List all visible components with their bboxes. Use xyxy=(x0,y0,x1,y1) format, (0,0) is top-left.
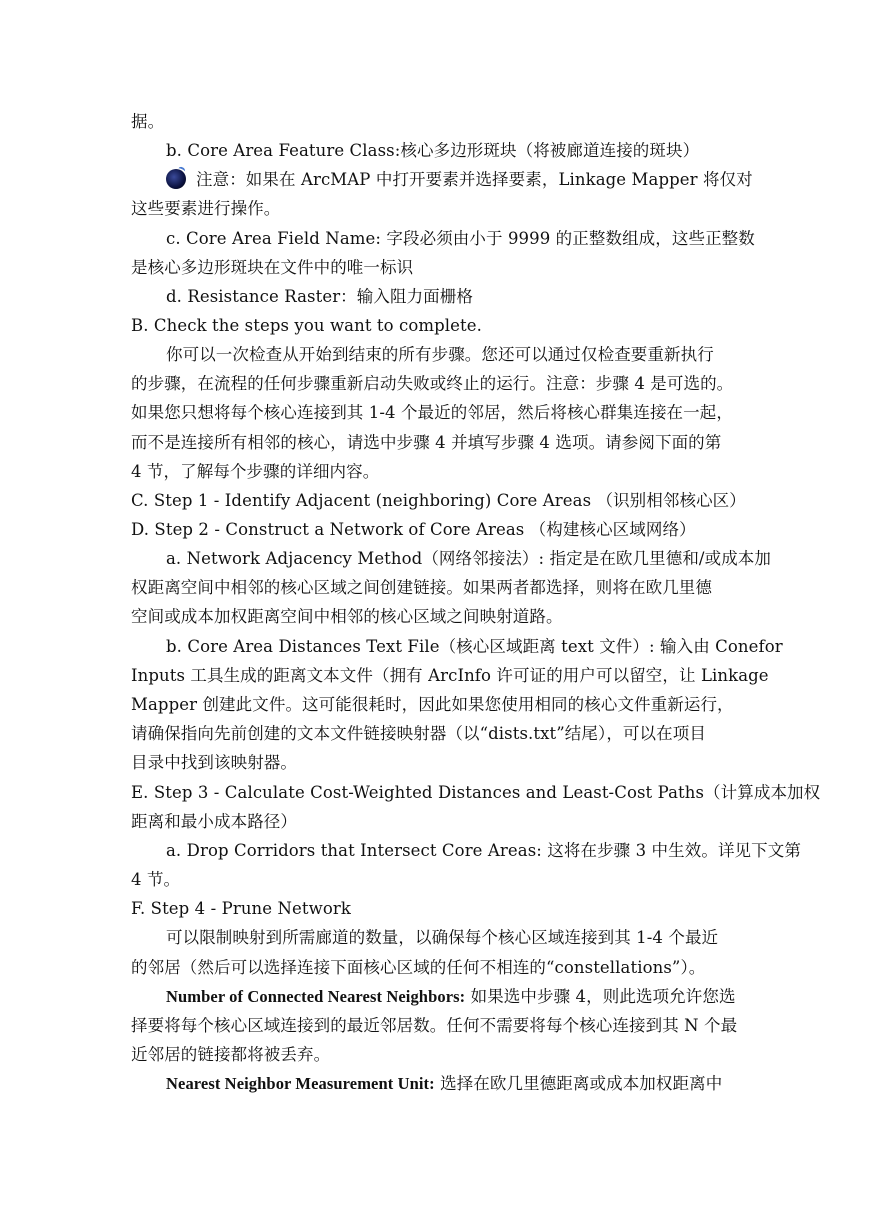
section-heading: B. Check the steps you want to complete. xyxy=(131,316,482,335)
bold-label: Nearest Neighbor Measurement Unit: xyxy=(166,1074,435,1093)
text-line: Mapper 创建此文件。这可能很耗时，因此如果您使用相同的核心文件重新运行， xyxy=(131,695,734,714)
text-line: c. Core Area Field Name: 字段必须由小于 9999 的正整数组成，这些正整数 xyxy=(166,229,755,248)
text-line: b. Core Area Distances Text File（核心区域距离 text 文件）: 输入由 Conefor xyxy=(166,637,783,656)
text-line: b. Core Area Feature Class:核心多边形斑块（将被廊道连接的斑块） xyxy=(166,141,700,160)
text-line: 可以限制映射到所需廊道的数量，以确保每个核心区域连接到其 1-4 个最近 xyxy=(166,928,719,947)
section-heading: C. Step 1 - Identify Adjacent (neighboring) Core Areas （识别相邻核心区） xyxy=(131,491,746,510)
text-line: 而不是连接所有相邻的核心，请选中步骤 4 并填写步骤 4 选项。请参阅下面的第 xyxy=(131,433,722,452)
text-line: 的邻居（然后可以选择连接下面核心区域的任何不相连的“constellations”）。 xyxy=(131,958,706,977)
section-heading: F. Step 4 - Prune Network xyxy=(131,899,351,918)
text-line: Inputs 工具生成的距离文本文件（拥有 ArcInfo 许可证的用户可以留空，让 Linkage xyxy=(131,666,769,685)
section-heading: E. Step 3 - Calculate Cost-Weighted Distances and Least-Cost Paths（计算成本加权 xyxy=(131,783,821,802)
bomb-icon xyxy=(166,169,186,189)
section-heading: D. Step 2 - Construct a Network of Core Areas （构建核心区域网络） xyxy=(131,520,696,539)
text-line: d. Resistance Raster：输入阻力面栅格 xyxy=(166,287,473,306)
note-text: 注意：如果在 ArcMAP 中打开要素并选择要素，Linkage Mapper 将仅对 xyxy=(196,170,753,189)
text-line: 择要将每个核心区域连接到的最近邻居数。任何不需要将每个核心连接到其 N 个最 xyxy=(131,1016,738,1035)
text-span: 选择在欧几里德距离或成本加权距离中 xyxy=(440,1074,723,1093)
text-line: 权距离空间中相邻的核心区域之间创建链接。如果两者都选择，则将在欧几里德 xyxy=(131,578,712,597)
text-line: 4 节，了解每个步骤的详细内容。 xyxy=(131,462,380,481)
text-span: 如果选中步骤 4，则此选项允许您选 xyxy=(470,987,736,1006)
text-line: 是核心多边形斑块在文件中的唯一标识 xyxy=(131,258,414,277)
text-line: 这些要素进行操作。 xyxy=(131,199,281,218)
text-line: 请确保指向先前创建的文本文件链接映射器（以“dists.txt”结尾），可以在项目 xyxy=(131,724,706,743)
text-line: 你可以一次检查从开始到结束的所有步骤。您还可以通过仅检查要重新执行 xyxy=(166,345,714,364)
text-line: 目录中找到该映射器。 xyxy=(131,753,297,772)
text-line: a. Network Adjacency Method（网络邻接法）: 指定是在欧几里德和/或成本加 xyxy=(166,549,771,568)
text-line xyxy=(166,1073,741,1095)
bold-label: Number of Connected Nearest Neighbors: xyxy=(166,987,466,1006)
text-line: 距离和最小成本路径） xyxy=(131,812,297,831)
text-line: 的步骤，在流程的任何步骤重新启动失败或终止的运行。注意：步骤 4 是可选的。 xyxy=(131,374,734,393)
text-line: 空间或成本加权距离空间中相邻的核心区域之间映射道路。 xyxy=(131,607,563,626)
text-line: 据。 xyxy=(131,112,165,131)
text-line: 如果您只想将每个核心连接到其 1-4 个最近的邻居，然后将核心群集连接在一起， xyxy=(131,403,733,422)
text-line: a. Drop Corridors that Intersect Core Areas: 这将在步骤 3 中生效。详见下文第 xyxy=(166,841,801,860)
note-line xyxy=(166,169,753,191)
text-line: 近邻居的链接都将被丢弃。 xyxy=(131,1045,331,1064)
text-line xyxy=(166,986,741,1008)
text-line: 4 节。 xyxy=(131,870,181,889)
